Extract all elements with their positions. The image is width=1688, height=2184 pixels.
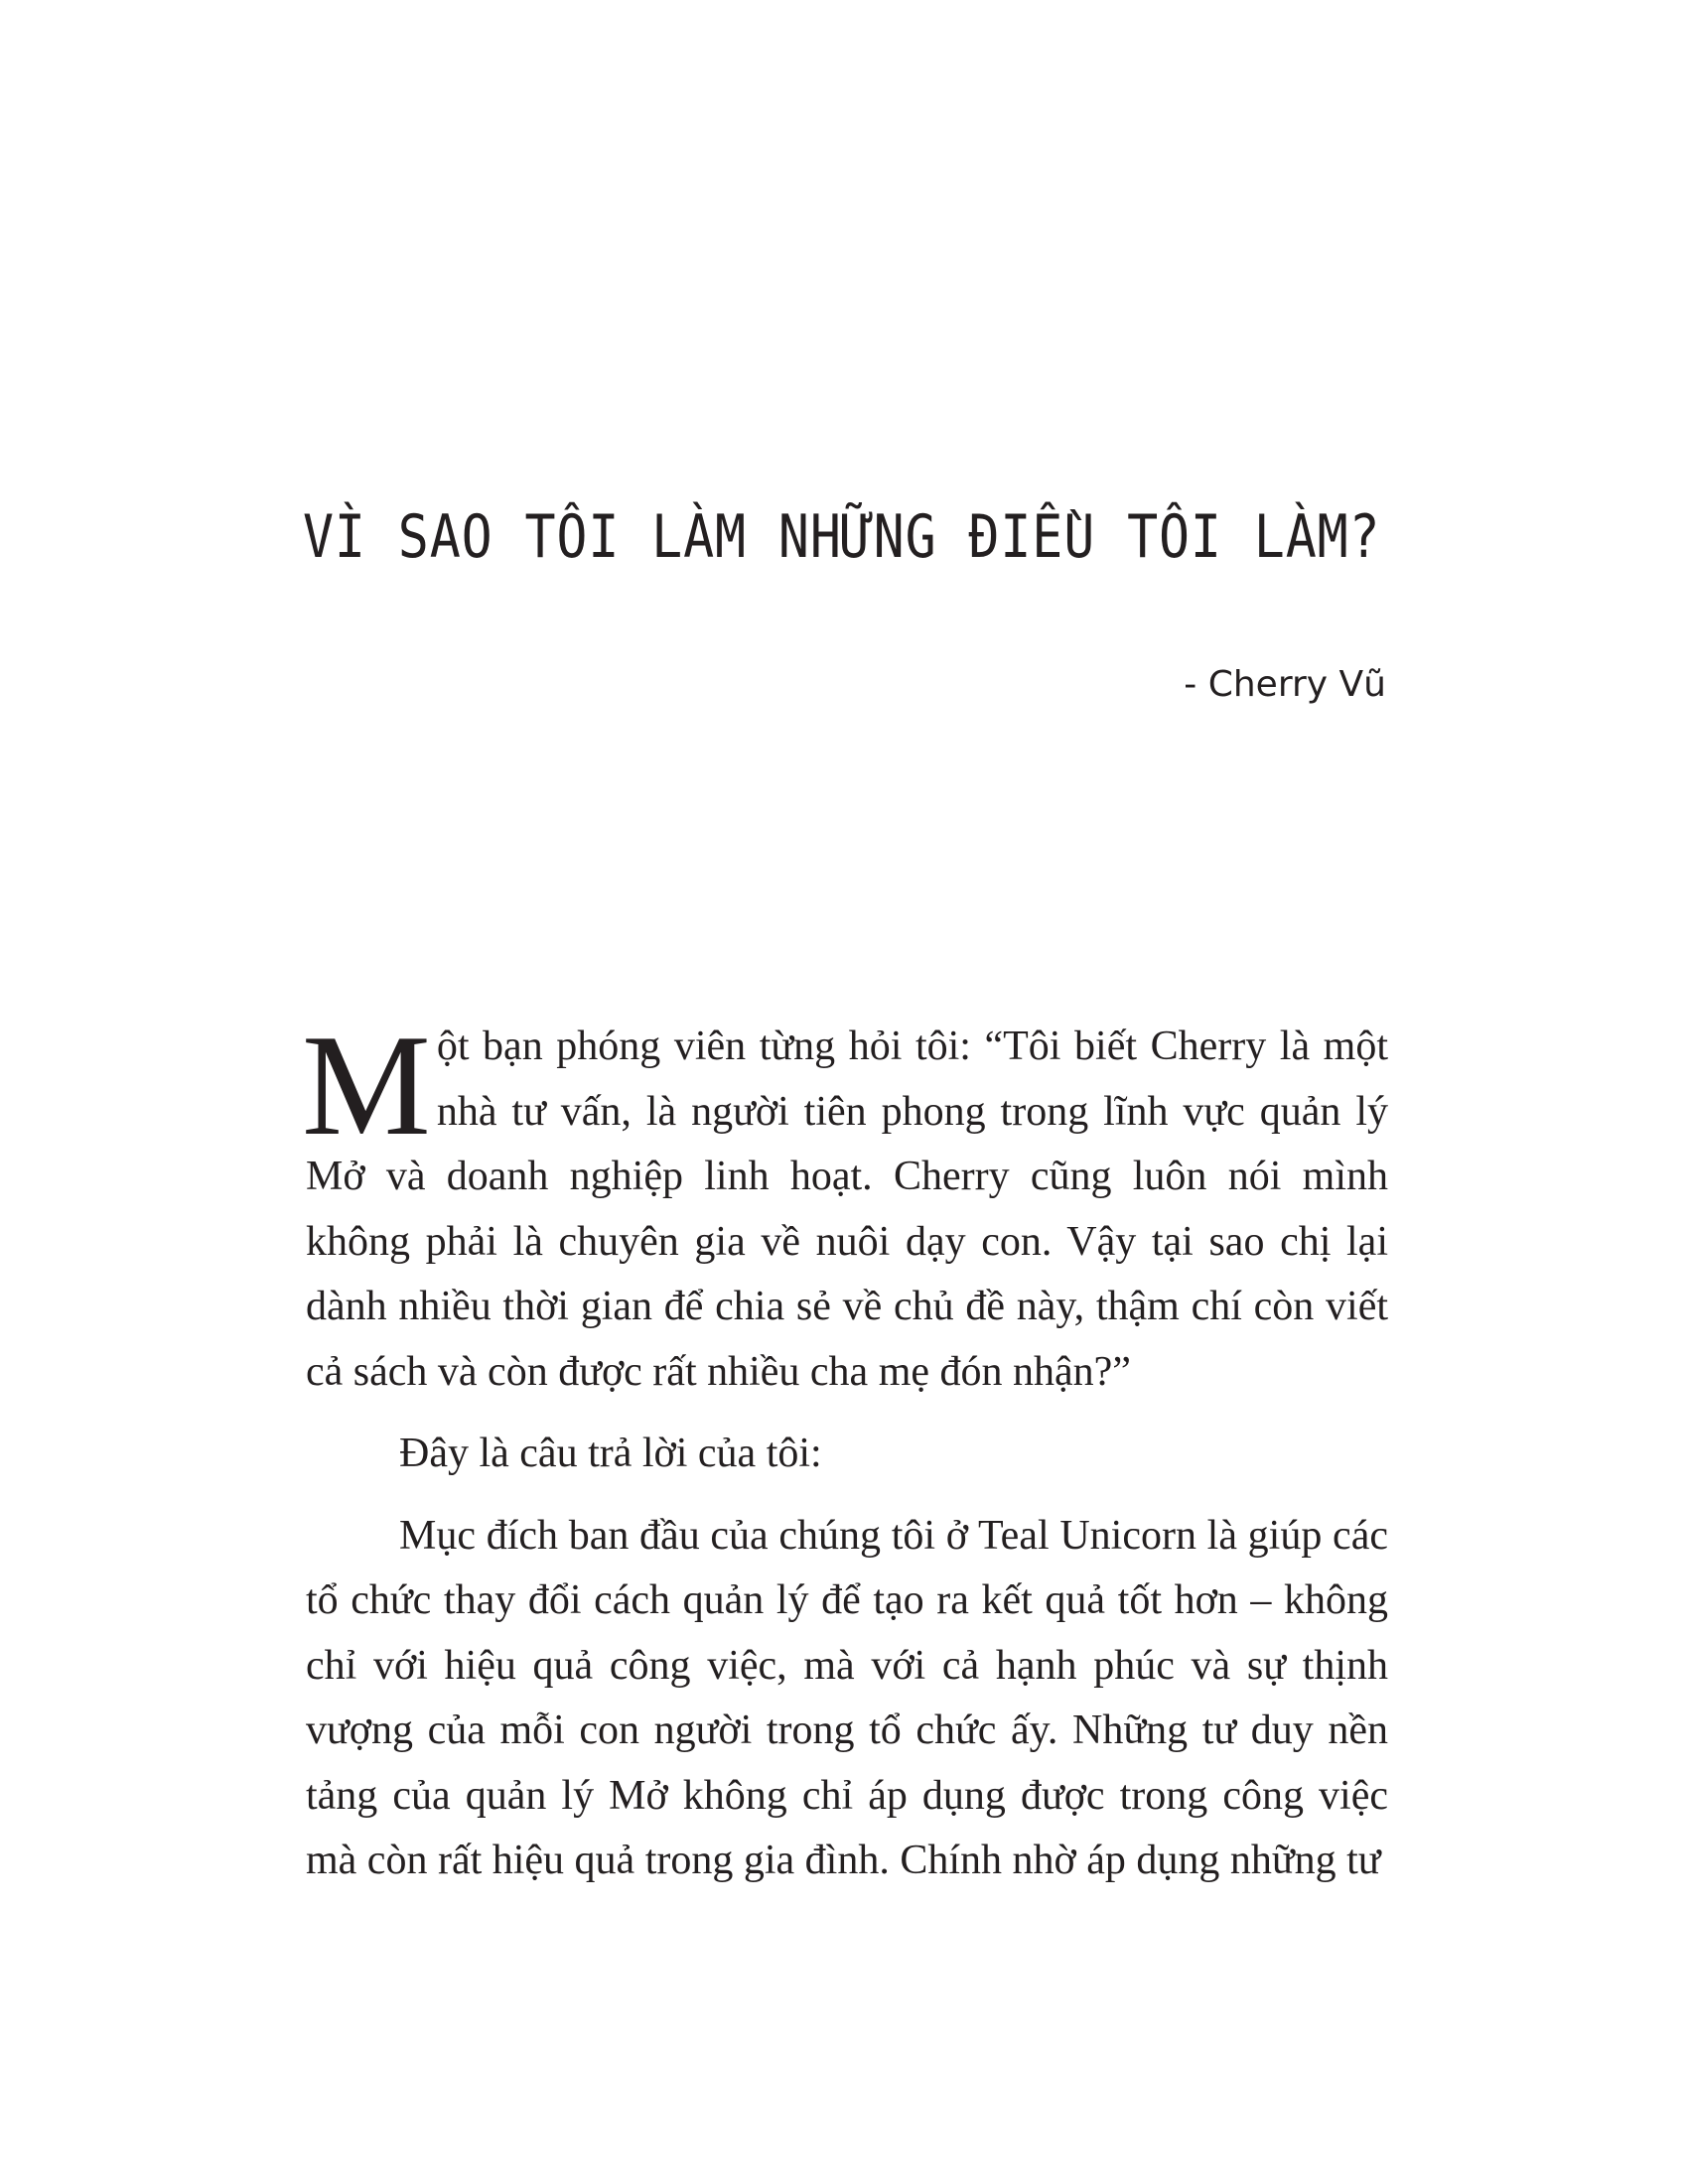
paragraph-intro (302, 1005, 1388, 1405)
paragraph-intro-text: ột bạn phóng viên từng hỏi tôi: “Tôi biết Cherry là một nhà tư vấn, là người tiên phong trong lĩnh vực quản lý Mở và doanh nghiệp linh hoạt. Cherry cũng luôn nói mình không phải là chuyên gia về nuôi dạy con. Vậy tại sao chị lại dành nhiều thời gian để chia sẻ về chủ đề này, thậm chí còn viết cả sách và còn được rất nhiều cha mẹ đón nhận?” (306, 1024, 1388, 1395)
body-text (302, 1005, 1388, 1911)
author-byline: - Cherry Vũ (1184, 664, 1386, 705)
paragraph-answer-lead: Đây là câu trả lời của tôi: (399, 1431, 822, 1476)
page-title: VÌ SAO TÔI LÀM NHỮNG ĐIỀU TÔI LÀM? (303, 502, 1381, 572)
drop-cap: M (302, 1005, 431, 1165)
paragraph-answer: Mục đích ban đầu của chúng tôi ở Teal Unicorn là giúp các tổ chức thay đổi cách quản lý để tạo ra kết quả tốt hơn – không chỉ với hiệu quả công việc, mà với cả hạnh phúc và sự thịnh vượng của mỗi con người trong tổ chức ấy. Những tư duy nền tảng của quản lý Mở không chỉ áp dụng được trong công việc mà còn rất hiệu quả trong gia đình. Chính nhờ áp dụng những tư (306, 1512, 1388, 1883)
